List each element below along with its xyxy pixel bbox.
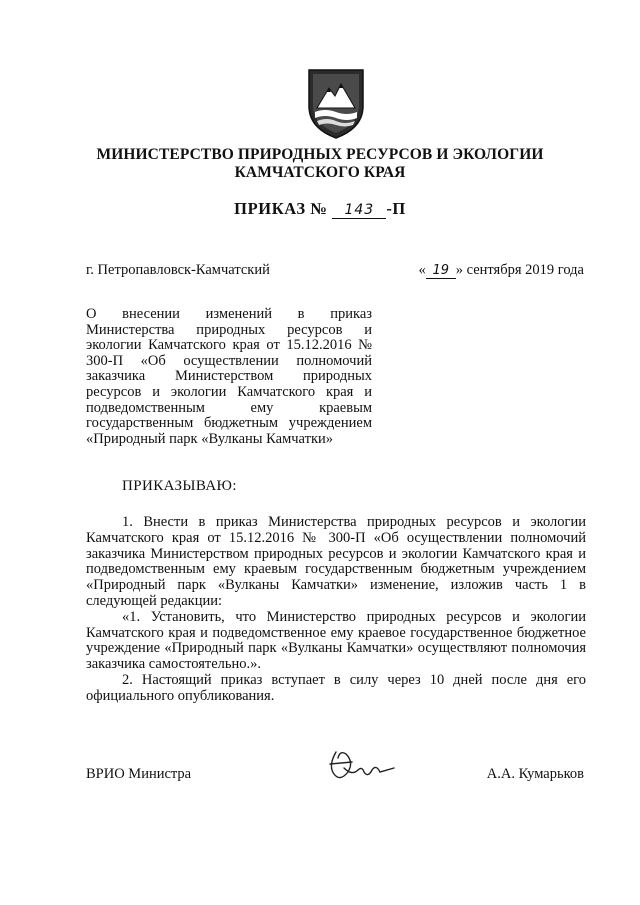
handwritten-signature-icon <box>322 742 406 790</box>
signer-position: ВРИО Министра <box>86 766 192 782</box>
ministry-name-line1: МИНИСТЕРСТВО ПРИРОДНЫХ РЕСУРСОВ И ЭКОЛОГИИ <box>96 146 544 163</box>
body-paragraph-3: 2. Настоящий приказ вступает в силу через 10 дней после дня его официального опубликования. <box>86 671 586 704</box>
order-number: 143 <box>332 202 386 219</box>
date-day: 19 <box>426 263 456 279</box>
order-title <box>0 199 640 219</box>
order-prefix: ПРИКАЗ № <box>234 199 328 218</box>
order-subject <box>86 307 372 447</box>
order-date <box>418 262 584 279</box>
body-paragraph-1: 1. Внести в приказ Министерства природных ресурсов и экологии Камчатского края от 15.12.2016 № 300-П «Об осуществлении полномочий заказчика Министерством природных ресурсов и экологии Камчатского края и подведомственным ему краевым государственным бюджетным учреждением «Природный парк «Вулканы Камчатки» изменение, изложив часть 1 в следующей редакции: <box>86 514 586 609</box>
signer-name: А.А. Кумарьков <box>486 766 584 782</box>
ministry-name-line2: КАМЧАТСКОГО КРАЯ <box>234 164 406 181</box>
subject-text: О внесении изменений в приказ Министерства природных ресурсов и экологии Камчатского края от 15.12.2016 № 300-П «Об осуществлении полномочий заказчика Министерством природных ресурсов и экологии Камчатского края и подведомственным ему краевым государственным бюджетным учреждением «Природный парк «Вулканы Камчатки» <box>86 306 372 447</box>
date-close-quote: » <box>455 262 463 278</box>
date-open-quote: « <box>418 262 426 278</box>
order-body <box>86 515 586 705</box>
decree-word: ПРИКАЗЫВАЮ: <box>122 478 237 494</box>
order-suffix: -П <box>386 199 406 218</box>
kamchatka-coat-of-arms-icon <box>303 66 369 140</box>
city: г. Петропавловск-Камчатский <box>86 262 270 278</box>
date-month-year: сентября 2019 года <box>466 262 584 278</box>
body-paragraph-2: «1. Установить, что Министерство природных ресурсов и экологии Камчатского края и подведомственное ему краевое государственное бюджетное учреждение «Природный парк «Вулканы Камчатки» осуществляют полномочия заказчика самостоятельно.». <box>86 608 586 673</box>
